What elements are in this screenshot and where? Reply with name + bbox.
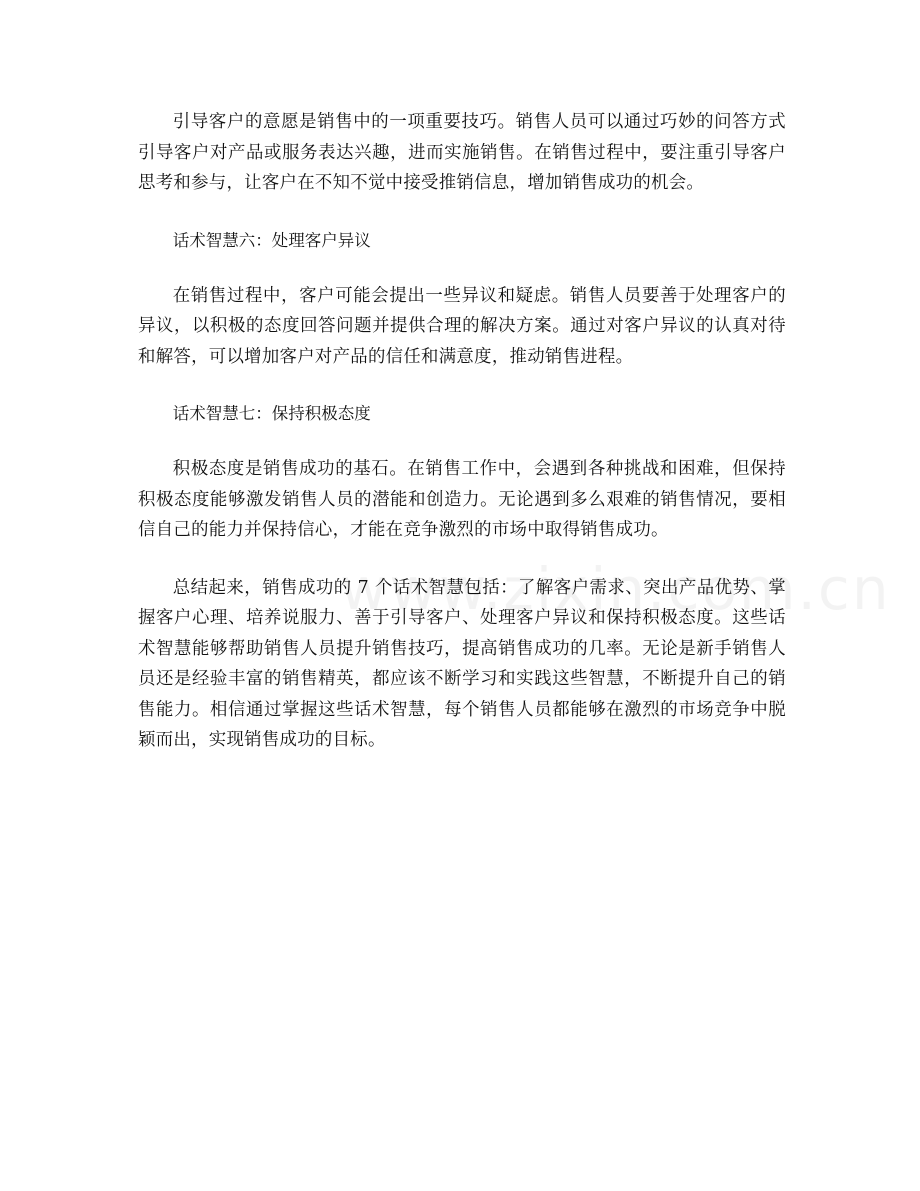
section-heading-positive-attitude: 话术智慧七：保持积极态度 xyxy=(172,404,371,423)
body-paragraph-positive-attitude: 积极态度是销售成功的基石。在销售工作中，会遇到各种挑战和困难，但保持积极态度能够激发销售人员的潜能和创造力。无论遇到多么艰难的销售情况，要相信自己的能力并保持信心，才能在竞争激烈的市场中取得销售成功。 xyxy=(138,459,786,540)
document-body xyxy=(138,107,786,756)
body-paragraph-handle-objections: 在销售过程中，客户可能会提出一些异议和疑虑。销售人员要善于处理客户的异议，以积极的态度回答问题并提供合理的解决方案。通过对客户异议的认真对待和解答，可以增加客户对产品的信任和满意度，推动销售进程。 xyxy=(138,285,786,367)
section-heading-handle-objections: 话术智慧六：处理客户异议 xyxy=(172,230,371,250)
body-paragraph-guide-customer: 引导客户的意愿是销售中的一项重要技巧。销售人员可以通过巧妙的问答方式引导客户对产品或服务表达兴趣，进而实施销售。在销售过程中，要注重引导客户思考和参与，让客户在不知不觉中接受推销信息，增加销售成功的机会。 xyxy=(138,112,786,193)
body-paragraph-summary: 总结起来，销售成功的 7 个话术智慧包括：了解客户需求、突出产品优势、掌握客户心理、培养说服力、善于引导客户、处理客户异议和保持积极态度。这些话术智慧能够帮助销售人员提升销售技巧，提高销售成功的几率。无论是新手销售人员还是经验丰富的销售精英，都应该不断学习和实践这些智慧，不断提升自己的销售能力。相信通过掌握这些话术智慧，每个销售人员都能够在激烈的市场竞争中脱颖而出，实现销售成功的目标。 xyxy=(138,577,786,750)
